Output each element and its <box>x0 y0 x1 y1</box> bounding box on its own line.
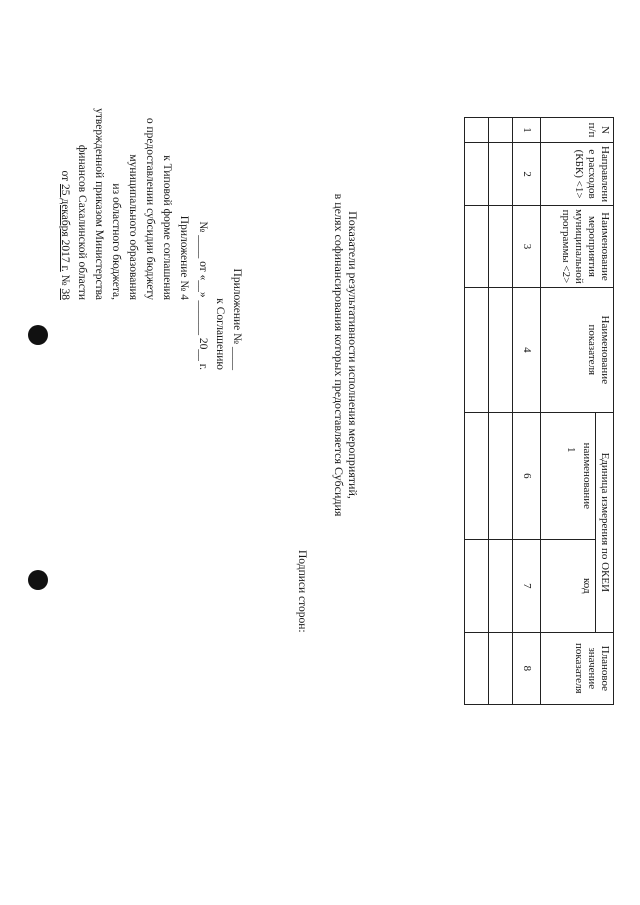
th-plan: Плановое значение показателя <box>541 632 614 704</box>
empty-cell <box>489 287 513 412</box>
empty-cell <box>489 206 513 288</box>
empty-cell <box>489 143 513 206</box>
th-measure: Наименование мероприятия муниципальной программы <2> <box>541 206 614 288</box>
cell-okei-name: 6 <box>513 412 541 539</box>
order-number: 38 <box>59 288 71 300</box>
th-okei-name: наименование <box>541 412 596 539</box>
empty-cell <box>489 412 513 539</box>
empty-cell <box>465 206 489 288</box>
title-line: Показатели результативности исполнения мероприятий, <box>346 211 360 499</box>
th-num: N п/п <box>541 118 614 143</box>
header-line: из областного бюджета, <box>110 183 122 300</box>
th-kbk: Направлени е расходов (КБК) <1> <box>541 143 614 206</box>
agreement-line: Приложение № ____ <box>231 268 243 370</box>
empty-cell <box>465 539 489 632</box>
agreement-ref <box>194 210 245 370</box>
empty-cell <box>465 143 489 206</box>
cell-okei-code: 7 <box>513 539 541 632</box>
order-date: 25 декабря 2017 г. <box>59 183 71 272</box>
signatures-label: Подписи сторон: <box>296 550 308 633</box>
cell-kbk: 2 <box>513 143 541 206</box>
agreement-line: к Соглашению <box>214 298 226 370</box>
order-line: от 25 декабря 2017 г. № 38 <box>59 170 71 300</box>
doc-title <box>332 160 360 550</box>
empty-cell <box>465 412 489 539</box>
empty-cell <box>465 118 489 143</box>
page-number: 1 <box>565 447 577 453</box>
empty-cell <box>465 287 489 412</box>
indicators-table <box>464 117 614 705</box>
agreement-line: № ____ от «__» ______ 20__ г. <box>197 221 209 370</box>
empty-cell <box>489 539 513 632</box>
header-block <box>56 60 192 300</box>
cell-num: 1 <box>513 118 541 143</box>
cell-indicator: 4 <box>513 287 541 412</box>
header-line: о предоставлении субсидии бюджету <box>144 117 156 300</box>
empty-cell <box>465 632 489 704</box>
th-okei-code: код <box>541 539 596 632</box>
header-line: финансов Сахалинской области <box>76 144 88 300</box>
cell-plan: 8 <box>513 632 541 704</box>
header-line: муниципального образования <box>127 154 139 300</box>
header-line: Приложение № 4 <box>178 215 190 300</box>
title-line: в целях софинансирования которых предоставляется Субсидия <box>332 193 346 517</box>
th-indicator: Наименование показателя <box>541 287 614 412</box>
header-line: утвержденной приказом Министерства <box>93 108 105 300</box>
empty-cell <box>489 118 513 143</box>
cell-measure: 3 <box>513 206 541 288</box>
th-okei: Единица измерения по ОКЕИ <box>596 412 614 632</box>
header-line: к Типовой форме соглашения <box>161 155 173 300</box>
empty-cell <box>489 632 513 704</box>
